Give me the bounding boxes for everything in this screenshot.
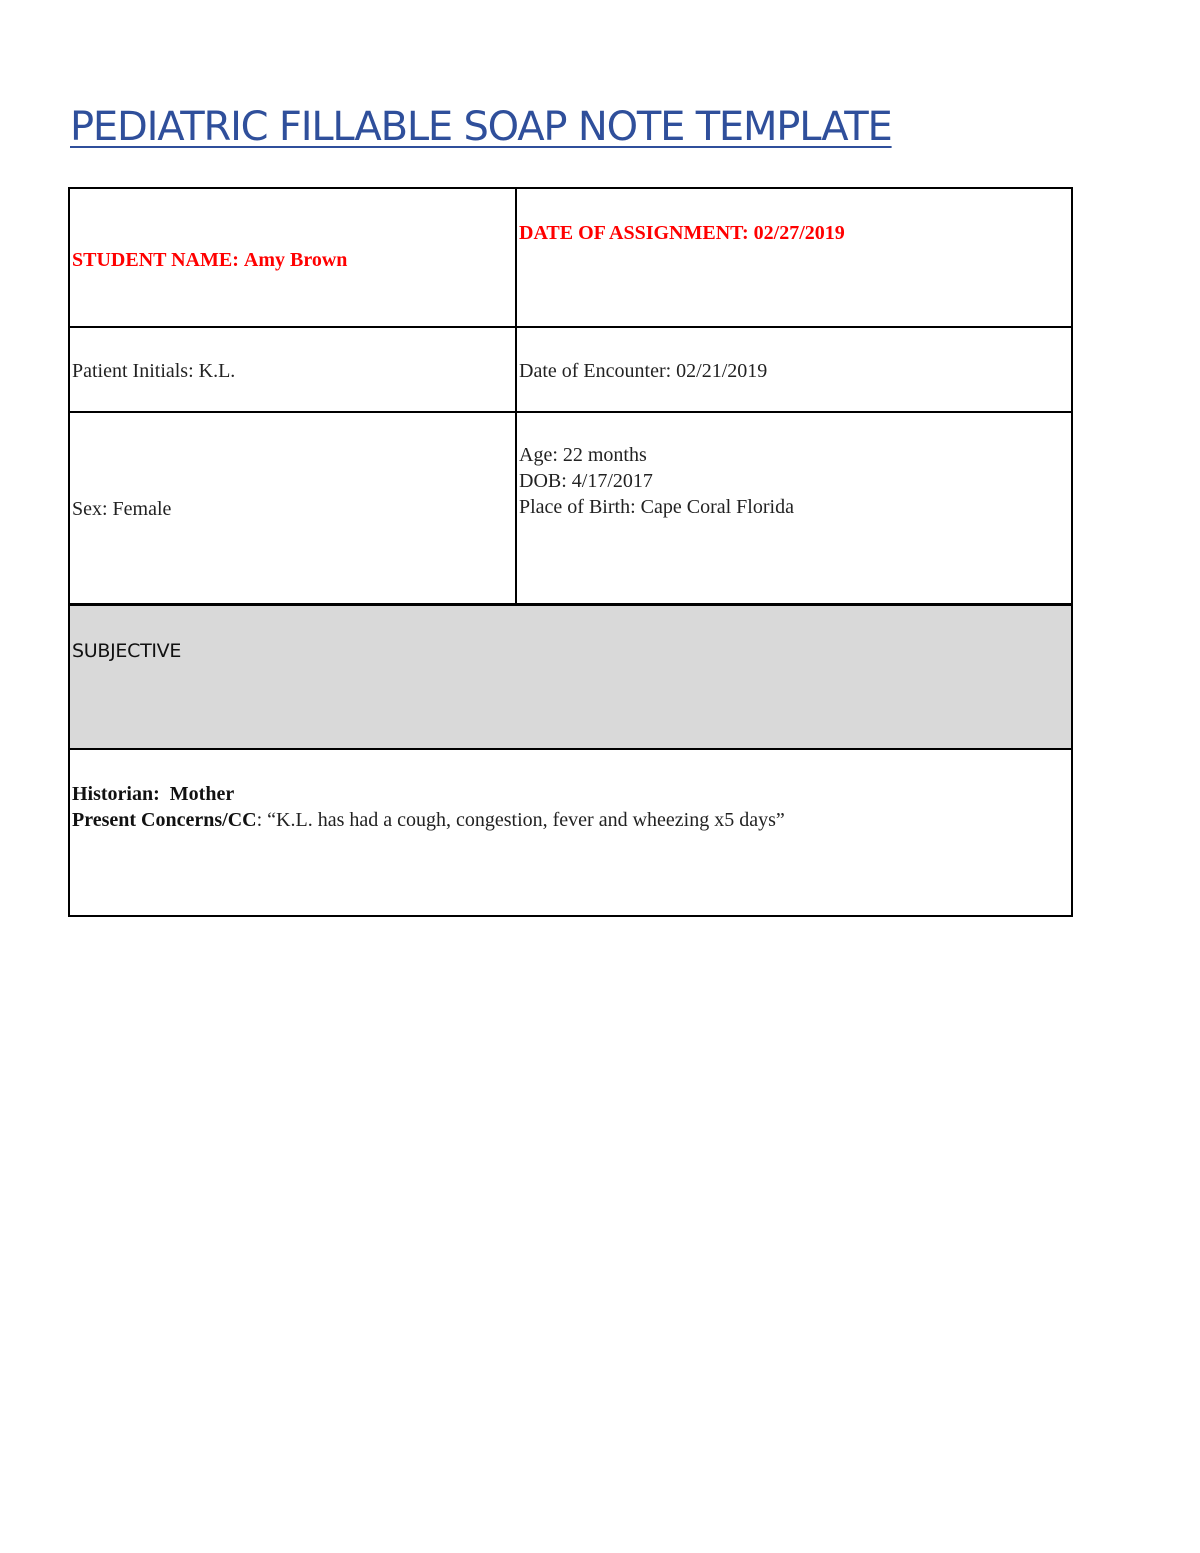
sex-field[interactable]: Sex: Female [72, 498, 172, 520]
page-title: PEDIATRIC FILLABLE SOAP NOTE TEMPLATE [70, 104, 892, 150]
present-concerns-label: Present Concerns/CC [72, 809, 257, 831]
table-border-top [68, 187, 1073, 189]
assignment-date-cell [519, 220, 845, 246]
historian-value: Mother [169, 783, 235, 805]
encounter-date-field[interactable]: Date of Encounter: 02/21/2019 [519, 360, 768, 382]
table-divider-row-4 [68, 748, 1073, 750]
patient-initials-field[interactable]: Patient Initials: K.L. [72, 360, 236, 382]
student-name-label: STUDENT NAME: [72, 249, 239, 271]
table-divider-column [515, 187, 517, 605]
table-divider-row-2 [68, 411, 1073, 413]
table-border-right [1071, 187, 1073, 917]
student-name-cell [72, 247, 347, 273]
subjective-heading: SUBJECTIVE [72, 640, 182, 662]
table-border-bottom [68, 915, 1073, 917]
age-field[interactable]: Age: 22 months [519, 444, 647, 466]
present-concerns-value: : “K.L. has had a cough, congestion, fever and wheezing x5 days” [256, 809, 785, 831]
table-divider-row-1 [68, 326, 1073, 328]
present-concerns-line[interactable] [72, 807, 1067, 833]
place-of-birth-field[interactable]: Place of Birth: Cape Coral Florida [519, 496, 794, 518]
assignment-date-value[interactable]: 02/27/2019 [753, 222, 845, 244]
age-dob-birthplace-cell [519, 442, 794, 520]
subjective-content-cell [72, 781, 1067, 833]
historian-label: Historian: [72, 783, 160, 805]
historian-line[interactable] [72, 781, 1067, 807]
student-name-value[interactable]: Amy Brown [243, 249, 348, 271]
subjective-section-band [70, 606, 1072, 749]
dob-field[interactable]: DOB: 4/17/2017 [519, 470, 653, 492]
assignment-date-label: DATE OF ASSIGNMENT: [519, 222, 749, 244]
table-divider-row-3 [68, 603, 1073, 606]
table-border-left [68, 187, 70, 917]
